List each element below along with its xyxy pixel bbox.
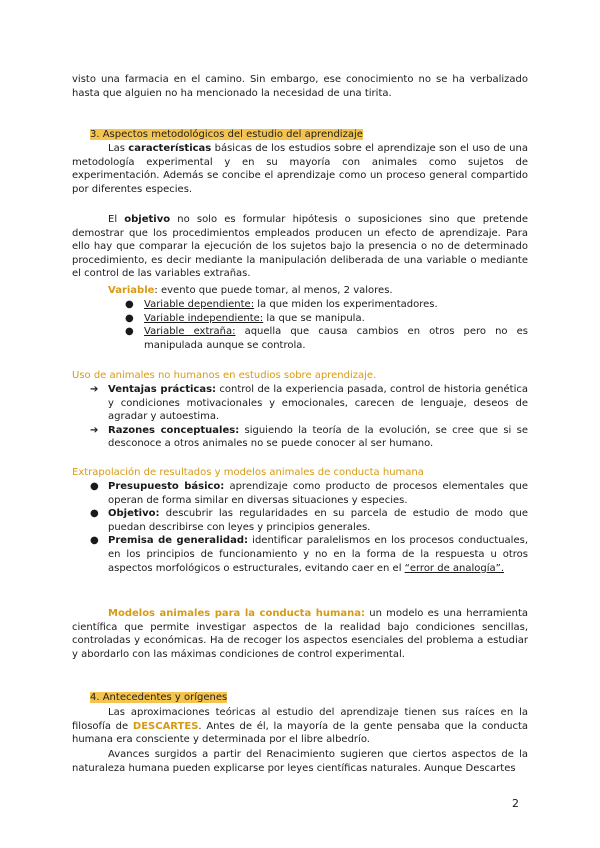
characteristics-text: básicas de los estudios sobre el aprendizaje son el uso de una metodología experimental y en su mayoría con animales como sujetos de experimentación. Además se concibe el aprendizaje como un proceso general compartido por diferentes especies. — [72, 143, 528, 195]
history-text-2: Avances surgidos a partir del Renacimiento sugieren que ciertos aspectos de la naturaleza humana pueden explicarse por leyes científicas naturales. Aunque Descartes — [72, 749, 528, 774]
section-4-heading — [90, 691, 227, 705]
section-4-heading-text: 4. Antecedentes y orígenes — [90, 692, 228, 703]
list-item — [90, 534, 528, 575]
bullet-icon: ● — [125, 326, 134, 338]
section-3-heading-text: 3. Aspectos metodológicos del estudio del aprendizaje — [90, 129, 363, 140]
list-item — [125, 298, 528, 312]
variable-independent-def: la que se manipula. — [263, 312, 365, 324]
objective-term: objetivo — [124, 214, 171, 225]
characteristics-lead: Las — [108, 143, 129, 154]
list-item — [125, 312, 528, 326]
list-item — [90, 480, 528, 507]
history-paragraph-2 — [72, 748, 528, 775]
variable-extraneous-def: aquella que causa cambios en otros pero no es manipulada aunque se controla. — [144, 326, 529, 351]
generality-premise-def: identificar paralelismos en los procesos conductuales, en los principios de funcionamiento y no en la forma de la respuesta u otros aspectos morfológicos o estructurales, evitando caer en el — [108, 535, 528, 574]
conceptual-reasons-def: siguiendo la teoría de la evolución, se cree que si se desconoce a otros animales no se puede conocer al ser humano. — [108, 424, 528, 450]
descartes-name: DESCARTES — [132, 720, 199, 732]
variable-dependent-term: Variable dependiente: — [144, 299, 255, 310]
history-text: . Antes de él, la mayoría de la gente pensaba que la conducta humana era consciente y determinada por el libre albedrío. — [72, 720, 529, 746]
generality-premise-term: Premisa de generalidad: — [108, 535, 248, 547]
variable-def: : evento que puede tomar, al menos, 2 valores. — [154, 285, 393, 296]
history-lead: Las aproximaciones teóricas al estudio del aprendizaje tienen sus raíces en la filosofía de — [72, 707, 528, 732]
variable-list — [125, 298, 529, 352]
goal-def: descubrir las regularidades en su parcela de estudio de modo que puedan describirse con leyes y principios generales. — [108, 508, 528, 533]
animals-heading: Uso de animales no humanos en estudios sobre aprendizaje. — [72, 370, 377, 381]
conceptual-reasons-term: Razones conceptuales: — [108, 424, 240, 436]
page-number: 2 — [512, 797, 519, 810]
bullet-icon: ● — [90, 481, 99, 492]
arrow-right-icon: ➔ — [90, 384, 99, 395]
arrow-right-icon: ➔ — [90, 424, 99, 436]
models-term: Modelos animales para la conducta humana: — [108, 608, 366, 619]
extrapolation-heading: Extrapolación de resultados y modelos animales de conducta humana — [72, 467, 424, 478]
characteristics-term: características — [128, 143, 212, 154]
bullet-icon: ● — [90, 508, 99, 520]
variable-term: Variable — [108, 285, 155, 296]
section-3-heading — [90, 128, 363, 142]
objective-text: no solo es formular hipótesis o suposiciones sino que pretende demostrar que los procedimientos empleados producen un efecto de aprendizaje. Para ello hay que comparar la ejecución de los sujetos bajo la presencia o no de determinado procedimiento, es decir mediante la manipulación deliberada de una variable o mediante el control de las variables extrañas. — [72, 214, 528, 280]
intro-paragraph — [72, 73, 528, 100]
practical-advantages-def: control de la experiencia pasada, control de historia genética y condiciones motivacionales y emocionales, carecen de lenguaje, deseos de agradar y autoestima. — [108, 384, 528, 423]
basic-assumption-term: Presupuesto básico: — [108, 481, 225, 492]
list-item — [90, 424, 528, 451]
intro-line-2: hasta que alguien no ha mencionado la necesidad de una tirita. — [72, 87, 392, 99]
basic-assumption-def: aprendizaje como producto de procesos elementales que operan de forma similar en diversas situaciones y especies. — [108, 481, 528, 506]
variable-dependent-def: la que miden los experimentadores. — [254, 299, 438, 310]
objective-paragraph — [72, 213, 528, 281]
bullet-icon: ● — [125, 299, 134, 310]
models-paragraph — [72, 607, 528, 661]
goal-term: Objetivo: — [108, 508, 160, 520]
history-paragraph-1 — [72, 706, 528, 747]
intro-line-1: visto una farmacia en el camino. Sin embargo, ese conocimiento no se ha verbalizado — [72, 74, 528, 85]
list-item — [125, 325, 529, 352]
list-item — [90, 383, 528, 424]
list-item — [90, 507, 528, 534]
practical-advantages-term: Ventajas prácticas: — [108, 384, 217, 395]
variable-independent-term: Variable independiente: — [144, 312, 264, 324]
extrapolation-list — [90, 480, 528, 575]
analogy-error-link: “error de analogía”. — [404, 562, 505, 574]
variable-extraneous-term: Variable extraña: — [144, 326, 236, 338]
bullet-icon: ● — [125, 312, 134, 324]
variable-definition — [108, 284, 528, 298]
models-text: un modelo es una herramienta científica que permite investigar aspectos de la realidad bajo condiciones sencillas, controladas y económicas. Ha de recoger los aspectos esenciales del problema a estudiar y abordarlo con las máximas condiciones de control experimental. — [72, 608, 529, 660]
animals-list — [90, 383, 528, 451]
characteristics-paragraph — [72, 142, 528, 196]
objective-lead: El — [108, 214, 125, 225]
bullet-icon: ● — [90, 535, 99, 547]
